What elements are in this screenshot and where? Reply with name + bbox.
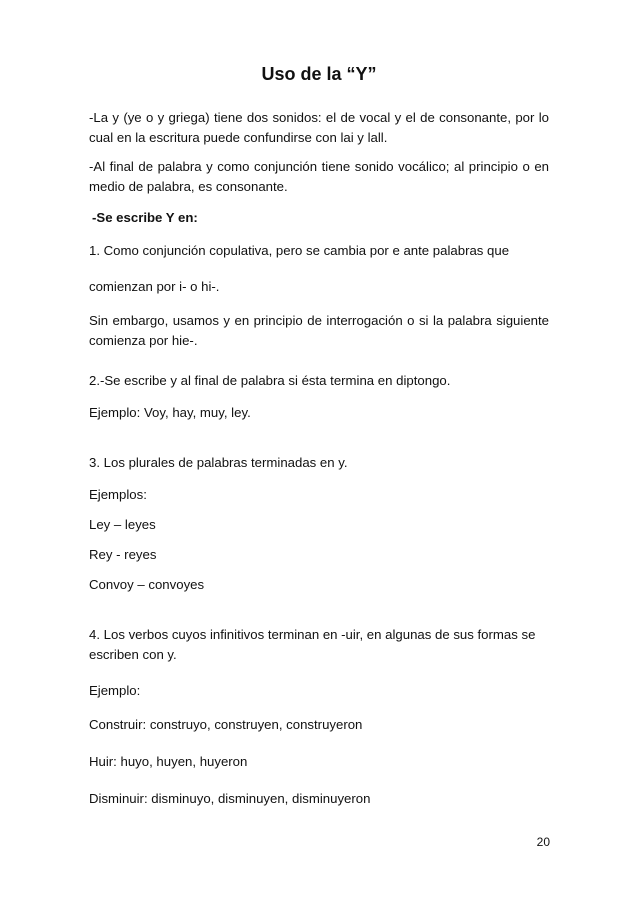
rule-2: 2.-Se escribe y al final de palabra si ésta termina en diptongo. [89, 373, 451, 388]
rule-1-line-b: comienzan por i- o hi-. [89, 279, 220, 294]
rule-4-example-item: Huir: huyo, huyen, huyeron [89, 754, 248, 769]
rule-3-example-item: Rey - reyes [89, 547, 157, 562]
rule-1-line-a: 1. Como conjunción copulativa, pero se cambia por e ante palabras que [89, 243, 510, 258]
intro-paragraph-1: -La y (ye o y griega) tiene dos sonidos: el de vocal y el de consonante, por lo cual en la escritura puede confundirse con lai y lall. [89, 110, 549, 145]
page-number: 20 [536, 835, 550, 849]
rule-4-example-item: Disminuir: disminuyo, disminuyen, disminuyeron [89, 791, 371, 806]
rule-3-example-item: Convoy – convoyes [89, 577, 205, 592]
rule-1-paragraph-c: Sin embargo, usamos y en principio de interrogación o si la palabra siguiente comienza por hie-. [89, 313, 549, 348]
rule-3: 3. Los plurales de palabras terminadas en y. [89, 455, 348, 470]
rule-4: 4. Los verbos cuyos infinitivos terminan en -uir, en algunas de sus formas se escriben con y. [89, 627, 536, 662]
rule-4-example-item: Construir: construyo, construyen, construyeron [89, 717, 363, 732]
rule-2-example: Ejemplo: Voy, hay, muy, ley. [89, 405, 251, 420]
rule-4-example-label: Ejemplo: [89, 683, 141, 698]
intro-paragraph-2: -Al final de palabra y como conjunción tiene sonido vocálico; al principio o en medio de palabra, es consonante. [89, 159, 549, 194]
page-title: Uso de la “Y” [261, 64, 377, 84]
rule-3-example-item: Ley – leyes [89, 517, 156, 532]
rule-3-examples-label: Ejemplos: [89, 487, 147, 502]
rules-heading: -Se escribe Y en: [92, 210, 198, 225]
